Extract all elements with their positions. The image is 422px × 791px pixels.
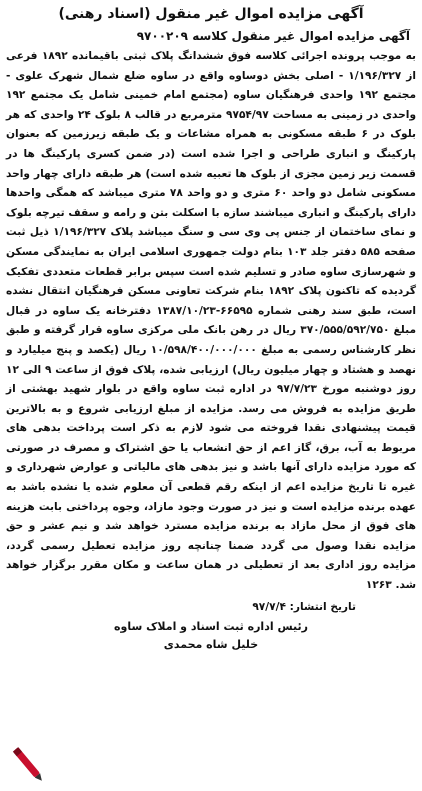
legal-notice <box>6 4 416 785</box>
signer-title: رئیس اداره ثبت اسناد و املاک ساوه <box>114 619 308 633</box>
notice-body: به موجب پرونده اجرائی کلاسه فوق ششدانگ پلاک ثبتی باقیمانده ۱۸۹۲ فرعی از ۱/۱۹۶/۳۲۷ - اصلی بخش دوساوه واقع در ساوه ضلع شمال شهرک علوی - مجتمع ۱۹۲ واحدی فرهنگیان ساوه (مجتمع امام خمینی شامل یک مجتمع ۱۹۲ واحدی در زمینی به مساحت ۹۷۵۴/۹۷ مترمربع در قالب ۸ بلوک ۲۴ واحدی که هر بلوک در ۶ طبقه مسکونی به همراه مشاعات و یک طبقه زیرزمین که بعنوان پارکینگ و انباری طراحی و اجرا شده است (در ضمن کسری پارکینگ ها در قسمت زیر زمین مجزی از بلوک ها تعبیه شده است) هر طبقه دارای چهار واحد مسکونی شامل دو واحد ۶۰ متری و دو واحد ۷۸ متری میباشد که همگی واحدها دارای پارکینگ و انباری میباشند سازه با اسکلت بتن و رامه و سقف تیرچه بلوک و نمای ساختمان از جنس پی وی سی و سنگ میباشد پلاک ۱/۱۹۶/۳۲۷ ذیل ثبت صفحه ۵۸۵ دفتر جلد ۱۰۳ بنام دولت جمهوری اسلامی ایران به نمایندگی مسکن و شهرسازی ساوه صادر و تسلیم شده است سپس برابر قطعات متعددی تفکیک گردیده که تاکنون پلاک ۱۸۹۲ بنام شرکت تعاونی مسکن فرهنگیان انتقال نشده است، طبق سند رهنی شماره ۶۶۵۹۵-۱۳۸۷/۱۰/۲۳ دفترخانه یک ساوه در قبال مبلغ ۳۷۰/۵۵۵/۵۹۲/۷۵۰ ریال در رهن بانک ملی مرکزی ساوه قرار گرفته و طبق نظر کارشناس رسمی به مبلغ ۱۰/۵۹۸/۴۰۰/۰۰۰/۰۰۰ ریال (یکصد و پنج میلیارد و نهصد و هشتاد و چهار میلیون ریال) ارزیابی شده، پلاک فوق از ساعت ۹ الی ۱۲ روز دوشنبه مورخ ۹۷/۷/۲۳ در اداره ثبت ساوه واقع در بلوار شهید بهشتی از طریق مزایده به فروش می رسد. مزایده از مبلغ ارزیابی شروع و به بالاترین قیمت پیشنهادی نقدا فروخته می شود لازم به ذکر است پرداخت بدهی های مربوط به آب، برق، گاز اعم از حق انشعاب یا حق اشتراک و مصرف در صورتی که مورد مزایده دارای آنها باشد و نیز بدهی های مالیاتی و عوارض شهرداری و غیره تا تاریخ مزایده اعم از اینکه رقم قطعی آن معلوم شده یا نشده باشد به عهده برنده مزایده است و نیز در صورت وجود مازاد، وجوه پرداختی بابت هزینه های فوق از محل مازاد به برنده مزایده مسترد خواهد شد و نیم عشر و حق مزایده نقدا وصول می گردد ضمنا چنانچه روز مزایده تعطیل رسمی گردد، مزایده روز اداری بعد از تعطیلی در همان ساعت و مکان مقرر برگزار خواهد شد. ۱۲۶۳ <box>6 50 417 592</box>
signer-name: خلیل شاه محمدی <box>163 637 259 651</box>
notice-subtitle: آگهی مزایده اموال غیر منقول کلاسه ۹۷۰۰۲۰۹ <box>136 29 410 43</box>
publish-date: تاریخ انتشار: ۹۷/۷/۴ <box>252 600 356 613</box>
notice-title: آگهی مزایده اموال غیر منقول (اسناد رهنی) <box>58 6 364 22</box>
pen-icon <box>6 743 50 787</box>
